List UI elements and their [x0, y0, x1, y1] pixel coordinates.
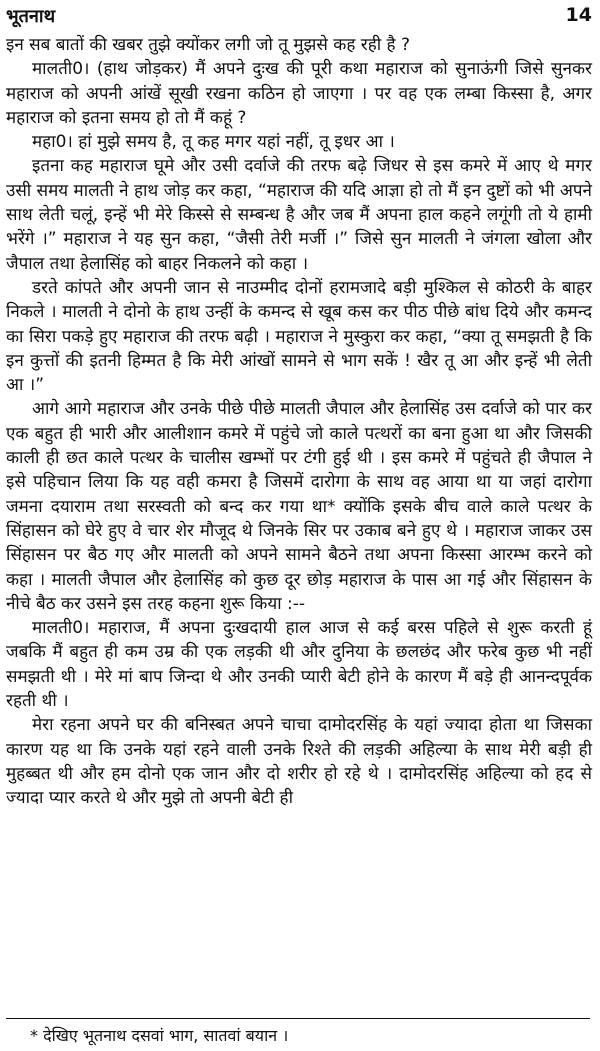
page-number: 14: [565, 4, 592, 26]
footnote-divider: [6, 1018, 590, 1019]
paragraph: मालती0। महाराज, मैं अपना दुःखदायी हाल आज से कई बरस पहिले से शुरू करती हूं जबकि मैं बहुत ही कम उम्र की एक लड़की थी और दुनिया के छलछंद और फरेब कुछ भी नहीं समझती थी । मेरे मां बाप जिन्दा थे और उनकी प्यारी बेटी होने के कारण मैं बड़े ही आनन्दपूर्वक रहती थी ।: [6, 618, 592, 712]
paragraph: मालती0। (हाथ जोड़कर) मैं अपने दुःख की पूरी कथा महाराज को सुनाऊंगी जिसे सुनकर महाराज को अपनी आंखें सूखी रखना कठिन हो जाएगा । पर वह एक लम्बा किस्सा है, अगर महाराज को इतना समय हो तो मैं कहूं ?: [6, 59, 592, 128]
paragraph: इतना कह महाराज घूमे और उसी दर्वाजे की तरफ बढ़े जिधर से इस कमरे में आए थे मगर उसी समय मालती ने हाथ जोड़ कर कहा, “महाराज की यदि आज्ञा हो तो मैं इन दुष्टों को भी अपने साथ लेती चलूं, इन्हें भी मेरे किस्से से सम्बन्ध है और जब मैं अपना हाल कहने लगूंगी तो ये हामी भरेंगे ।” महाराज ने यह सुन कहा, “जैसी तेरी मर्जी ।” जिसे सुन मालती ने जंगला खोला और जैपाल तथा हेलासिंह को बाहर निकलने को कहा ।: [6, 156, 592, 274]
paragraph: महा0। हां मुझे समय है, तू कह मगर यहां नहीं, तू इधर आ ।: [32, 132, 395, 153]
running-title: भूतनाथ: [6, 6, 56, 27]
body-text: [6, 33, 592, 811]
paragraph: डरते कांपते और अपनी जान से नाउम्मीद दोनों हरामजादे बड़ी मुश्किल से कोठरी के बाहर निकले । मालती ने दोनो के हाथ उन्हीं के कमन्द से खूब कस कर पीठ पीछे बांध दिये और कमन्द का सिरा पकड़े हुए महाराज की तरफ बढ़ी । महाराज ने मुस्कुरा कर कहा, “क्या तू समझती है कि इन कुत्तों की इतनी हिम्मत है कि मेरी आंखों सामने से भाग सकें ! खैर तू आ और इन्हें भी लेती आ ।”: [6, 277, 592, 396]
paragraph: आगे आगे महाराज और उनके पीछे पीछे मालती जैपाल और हेलासिंह उस दर्वाजे को पार कर एक बहुत ही भारी और आलीशान कमरे में पहुंचे जो काले पत्थरों का बना हुआ था और जिसकी काली ही छत काले पत्थर के चालीस खम्भों पर टंगी हुई थी । इस कमरे में पहुंचते ही जैपाल ने इसे पहिचान लिया कि यह वही कमरा है जिसमें दारोगा के साथ वह आया था या जहां दारोगा जमना दयाराम तथा सरस्वती को बन्द कर गया था* क्योंकि इसके बीच वाले काले पत्थर के सिंहासन को घेरे हुए वे चार शेर मौजूद थे जिनके सिर पर उकाब बने हुए थे । महाराज जाकर उस सिंहासन पर बैठ गए और मालती को अपने सामने बैठने तथा अपना किस्सा आरम्भ करने को कहा । मालती जैपाल और हेलासिंह को कुछ दूर छोड़ महाराज के पास आ गई और सिंहासन के नीचे बैठ कर उसने इस तरह कहना शुरू किया :--: [6, 399, 592, 614]
paragraph: मेरा रहना अपने घर की बनिस्बत अपने चाचा दामोदरसिंह के यहां ज्यादा होता था जिसका कारण यह था कि उनके यहां रहने वाली उनके रिश्ते की लड़की अहिल्या के साथ मेरी बड़ी ही मुहब्बत थी और हम दोनो एक जान और दो शरीर हो रहे थे । दामोदरसिंह अहिल्या को हद से ज्यादा प्यार करते थे और मुझे तो अपनी बेटी ही: [6, 715, 592, 809]
footnote: * देखिए भूतनाथ दसवां भाग, सातवां बयान ।: [30, 1026, 289, 1045]
running-header: [6, 4, 592, 30]
paragraph: इन सब बातों की खबर तुझे क्योंकर लगी जो तू मुझसे कह रही है ?: [6, 35, 411, 55]
